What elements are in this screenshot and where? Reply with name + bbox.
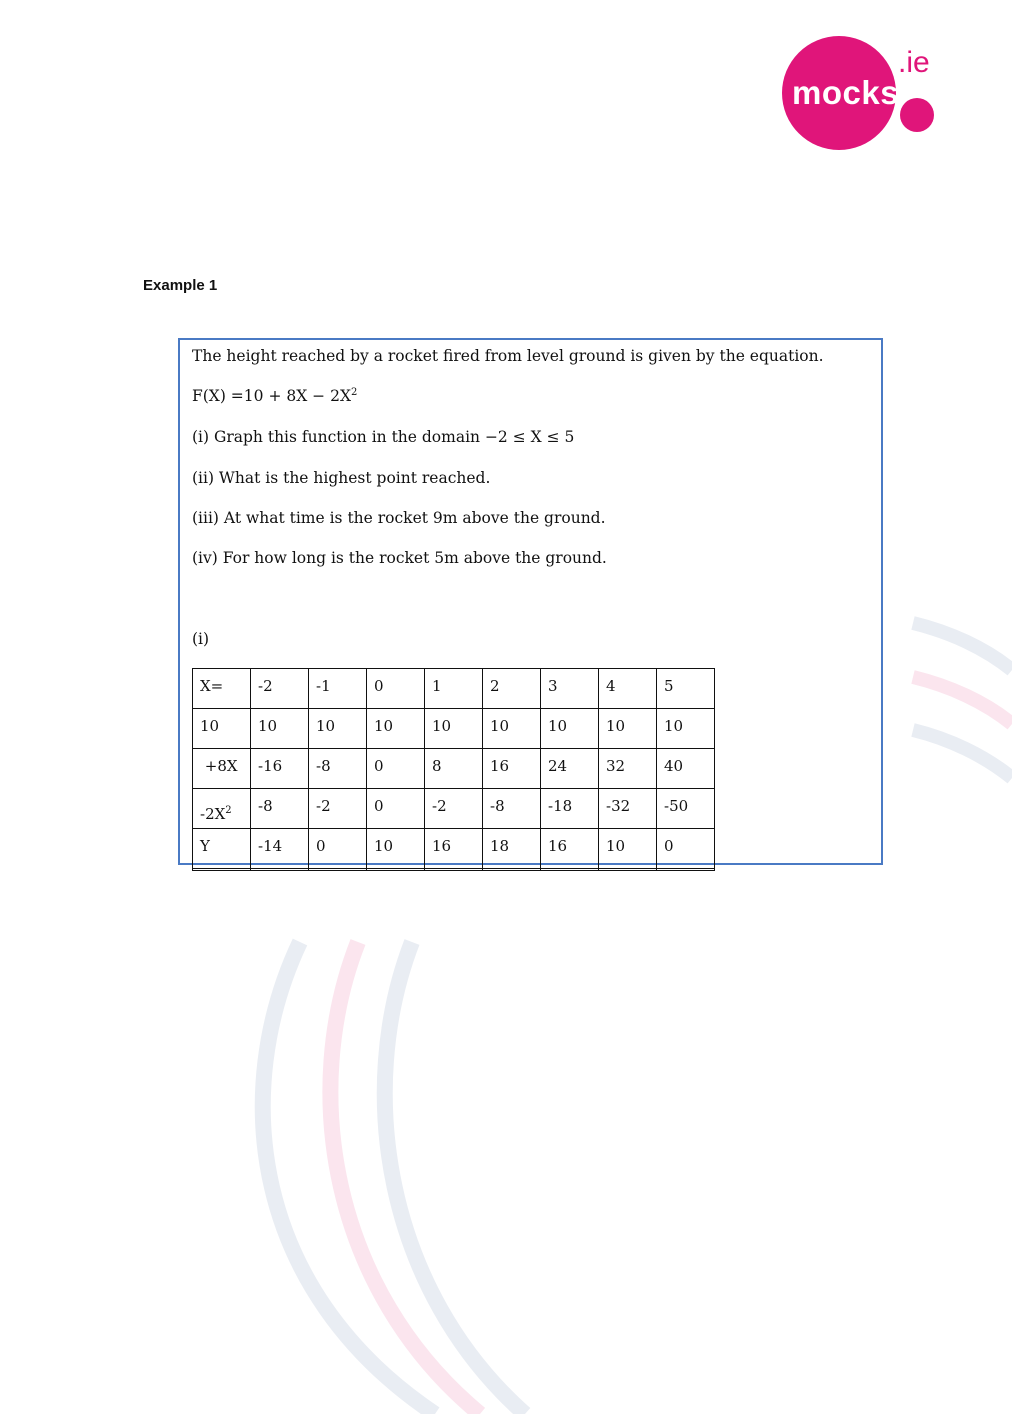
- table-cell: 16: [483, 749, 541, 789]
- table-cell: 5: [657, 669, 715, 709]
- table-cell: 2: [483, 669, 541, 709]
- table-row-empty: [193, 869, 715, 871]
- question-4: (iv) For how long is the rocket 5m above the ground.: [192, 549, 607, 567]
- table-cell: X=: [193, 669, 251, 709]
- table-cell: -8: [309, 749, 367, 789]
- table-cell: 10: [599, 829, 657, 869]
- table-cell: 16: [425, 829, 483, 869]
- table-cell: +8X: [193, 749, 251, 789]
- table-cell: 1: [425, 669, 483, 709]
- table-cell: -2: [309, 789, 367, 829]
- arc-right-bottom: [913, 730, 1012, 778]
- table-cell: [309, 869, 367, 871]
- table-cell: 0: [657, 829, 715, 869]
- table-cell: [657, 869, 715, 871]
- table-cell: 0: [309, 829, 367, 869]
- table-cell: [425, 869, 483, 871]
- answer-label: (i): [192, 630, 210, 648]
- table-cell: [541, 869, 599, 871]
- table-cell: -18: [541, 789, 599, 829]
- logo-dot: [900, 98, 934, 132]
- table-cell: 10: [309, 709, 367, 749]
- question-2: (ii) What is the highest point reached.: [192, 469, 491, 487]
- table-cell: 10: [657, 709, 715, 749]
- problem-equation: [192, 387, 357, 405]
- table-cell: 8: [425, 749, 483, 789]
- table-cell: 10: [367, 829, 425, 869]
- table-cell: [483, 869, 541, 871]
- table-row-y: [193, 829, 715, 869]
- table-cell: [599, 869, 657, 871]
- table-cell: 0: [367, 789, 425, 829]
- arc-right-top: [913, 623, 1012, 670]
- table-cell: Y: [193, 829, 251, 869]
- table-cell: 10: [367, 709, 425, 749]
- table-row-header: [193, 669, 715, 709]
- question-3: (iii) At what time is the rocket 9m above the ground.: [192, 509, 606, 527]
- table-cell: 24: [541, 749, 599, 789]
- table-cell: $-2X^2$: [193, 789, 251, 829]
- table-cell: 10: [425, 709, 483, 749]
- problem-intro: The height reached by a rocket fired from level ground is given by the equation.: [192, 347, 824, 365]
- equation-main: F(X) =10 + 8X − 2X: [192, 387, 351, 406]
- table-cell: -2: [251, 669, 309, 709]
- table-cell: -1: [309, 669, 367, 709]
- example-heading: Example 1: [143, 277, 218, 294]
- table-cell: -2: [425, 789, 483, 829]
- table-cell: -14: [251, 829, 309, 869]
- table-row-8x: [193, 749, 715, 789]
- table-cell: 4: [599, 669, 657, 709]
- question-1: (i) Graph this function in the domain −2 ≤ X ≤ 5: [192, 428, 575, 446]
- table-cell: 16: [541, 829, 599, 869]
- logo-text: mocks: [792, 74, 900, 111]
- table-cell: [367, 869, 425, 871]
- table-cell: 40: [657, 749, 715, 789]
- table-cell: 32: [599, 749, 657, 789]
- table-cell: 10: [541, 709, 599, 749]
- table-cell: -8: [483, 789, 541, 829]
- table-row-constant: [193, 709, 715, 749]
- table-cell: 10: [193, 709, 251, 749]
- table-cell: 0: [367, 749, 425, 789]
- equation-exponent: 2: [351, 387, 358, 398]
- table-cell: 10: [483, 709, 541, 749]
- arc-right-mid: [913, 677, 1012, 724]
- table-cell: -8: [251, 789, 309, 829]
- table-cell: 18: [483, 829, 541, 869]
- table-cell: -16: [251, 749, 309, 789]
- mocks-logo: [770, 30, 950, 160]
- values-table: [192, 668, 715, 871]
- table-row-minus-2x2: [193, 789, 715, 829]
- logo-tld: .ie: [898, 46, 930, 79]
- table-cell: 10: [251, 709, 309, 749]
- table-cell: -32: [599, 789, 657, 829]
- table-cell: -50: [657, 789, 715, 829]
- table-cell: [251, 869, 309, 871]
- table-cell: 10: [599, 709, 657, 749]
- table-cell: 3: [541, 669, 599, 709]
- table-cell: [193, 869, 251, 871]
- table-cell: 0: [367, 669, 425, 709]
